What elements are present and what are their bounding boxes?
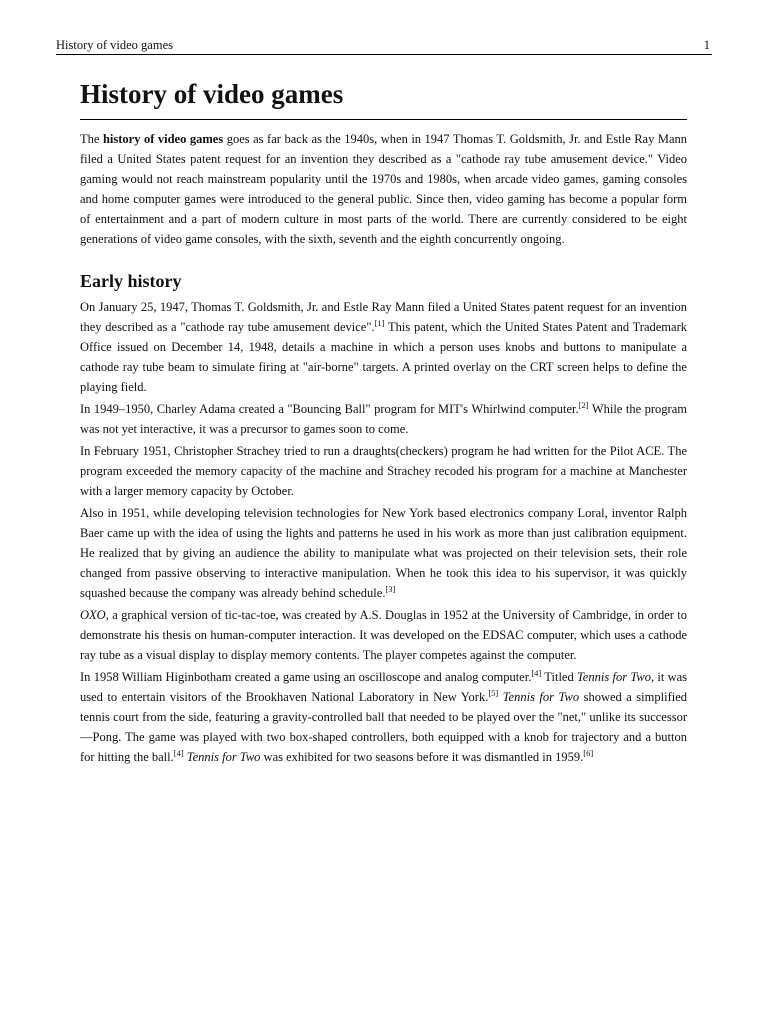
paragraph-text: In February 1951, Christopher Strachey tried to run a draughts(checkers) program he had written for the Pilot ACE. The program exceeded the memory capacity of the machine and Strachey recoded his program for a machine at Manchester with a larger memory capacity by October. [80, 444, 687, 498]
paragraph-tennis-for-two [80, 667, 687, 767]
citation-link[interactable]: [6] [583, 748, 594, 758]
paragraph-text: showed a simplified tennis court from the side, featuring a gravity-controlled ball that needed to be played over the "net," unlike its successor—Pong. The game was played with two box-shaped controllers, both equipped with a knob for trajectory and a button for hitting the ball. [80, 690, 688, 764]
citation-link[interactable]: [4] [173, 748, 184, 758]
intro-bold-term: history of video games [102, 132, 224, 146]
page-number: 1 [703, 38, 710, 52]
citation-link[interactable]: [1] [374, 318, 385, 328]
italic-title: Tennis for Two [577, 670, 651, 684]
paragraph-text: In 1949‒1950, Charley Adama created a "Bouncing Ball" program for MIT's Whirlwind computer. [80, 402, 579, 416]
paragraph-text: was exhibited for two seasons before it was dismantled in 1959. [260, 750, 584, 764]
italic-title: Tennis for Two [183, 750, 261, 764]
paragraph-patent [80, 297, 687, 397]
running-header [56, 38, 712, 55]
paragraph-text: , it was used to entertain visitors of the Brookhaven National Laboratory in New York. [80, 670, 688, 704]
citation-link[interactable]: [4] [531, 668, 542, 678]
paragraph-text: On January 25, 1947, Thomas T. Goldsmith, Jr. and Estle Ray Mann filed a United States patent request for an invention they described as a "cathode ray tube amusement device". [80, 300, 687, 334]
citation-link[interactable]: [2] [578, 400, 589, 410]
citation-link[interactable]: [5] [488, 688, 499, 698]
intro-paragraph [80, 129, 687, 249]
section-heading: Early history [80, 271, 182, 291]
paragraph-oxo [80, 605, 687, 665]
running-header-title: History of video games [56, 38, 173, 52]
paragraph-strachey [80, 441, 687, 501]
paragraph-text: While the program was not yet interactive, it was a precursor to games soon to come. [80, 402, 687, 436]
paragraph-text: , a graphical version of tic-tac-toe, was created by A.S. Douglas in 1952 at the University of Cambridge, in order to demonstrate his thesis on human-computer interaction. It was developed on the EDSAC computer, which uses a cathode ray tube as a visual display to display memory contents. The player competes against the computer. [80, 608, 687, 662]
article-title: History of video games [80, 76, 687, 120]
paragraph-text: This patent, which the United States Patent and Trademark Office issued on December 14, 1948, details a machine in which a person uses knobs and buttons to manipulate a cathode ray tube beam to simulate firing at "air-borne" targets. A printed overlay on the CRT screen helps to define the playing field. [80, 320, 687, 394]
intro-prefix: The [80, 132, 103, 146]
paragraph-baer [80, 503, 687, 603]
paragraph-text: Also in 1951, while developing television technologies for New York based electronics company Loral, inventor Ralph Baer came up with the idea of using the lights and patterns he used in his work as more than just calibration equipment. He realized that by giving an audience the ability to manipulate what was projected on their television sets, their role changed from passive observing to interactive manipulation. When he took this idea to his supervisor, it was quickly squashed because the company was already behind schedule. [80, 506, 687, 600]
paragraph-text: Titled [541, 670, 577, 684]
citation-link[interactable]: [3] [385, 584, 396, 594]
paragraph-bouncing-ball [80, 399, 687, 439]
intro-text: goes as far back as the 1940s, when in 1947 Thomas T. Goldsmith, Jr. and Estle Ray Mann filed a United States patent request for an invention they described as a "cathode ray tube amusement device." Video gaming would not reach mainstream popularity until the 1970s and 1980s, when arcade video games, gaming consoles and home computer games were introduced to the general public. Since then, video gaming has become a popular form of entertainment and a part of modern culture in most parts of the world. There are currently considered to be eight generations of video game consoles, with the sixth, seventh and the eighth concurrently ongoing. [80, 132, 687, 246]
article-body [80, 76, 687, 769]
italic-title: OXO [80, 608, 106, 622]
paragraph-text: In 1958 William Higinbotham created a game using an oscilloscope and analog computer. [80, 670, 532, 684]
italic-title: Tennis for Two [498, 690, 580, 704]
